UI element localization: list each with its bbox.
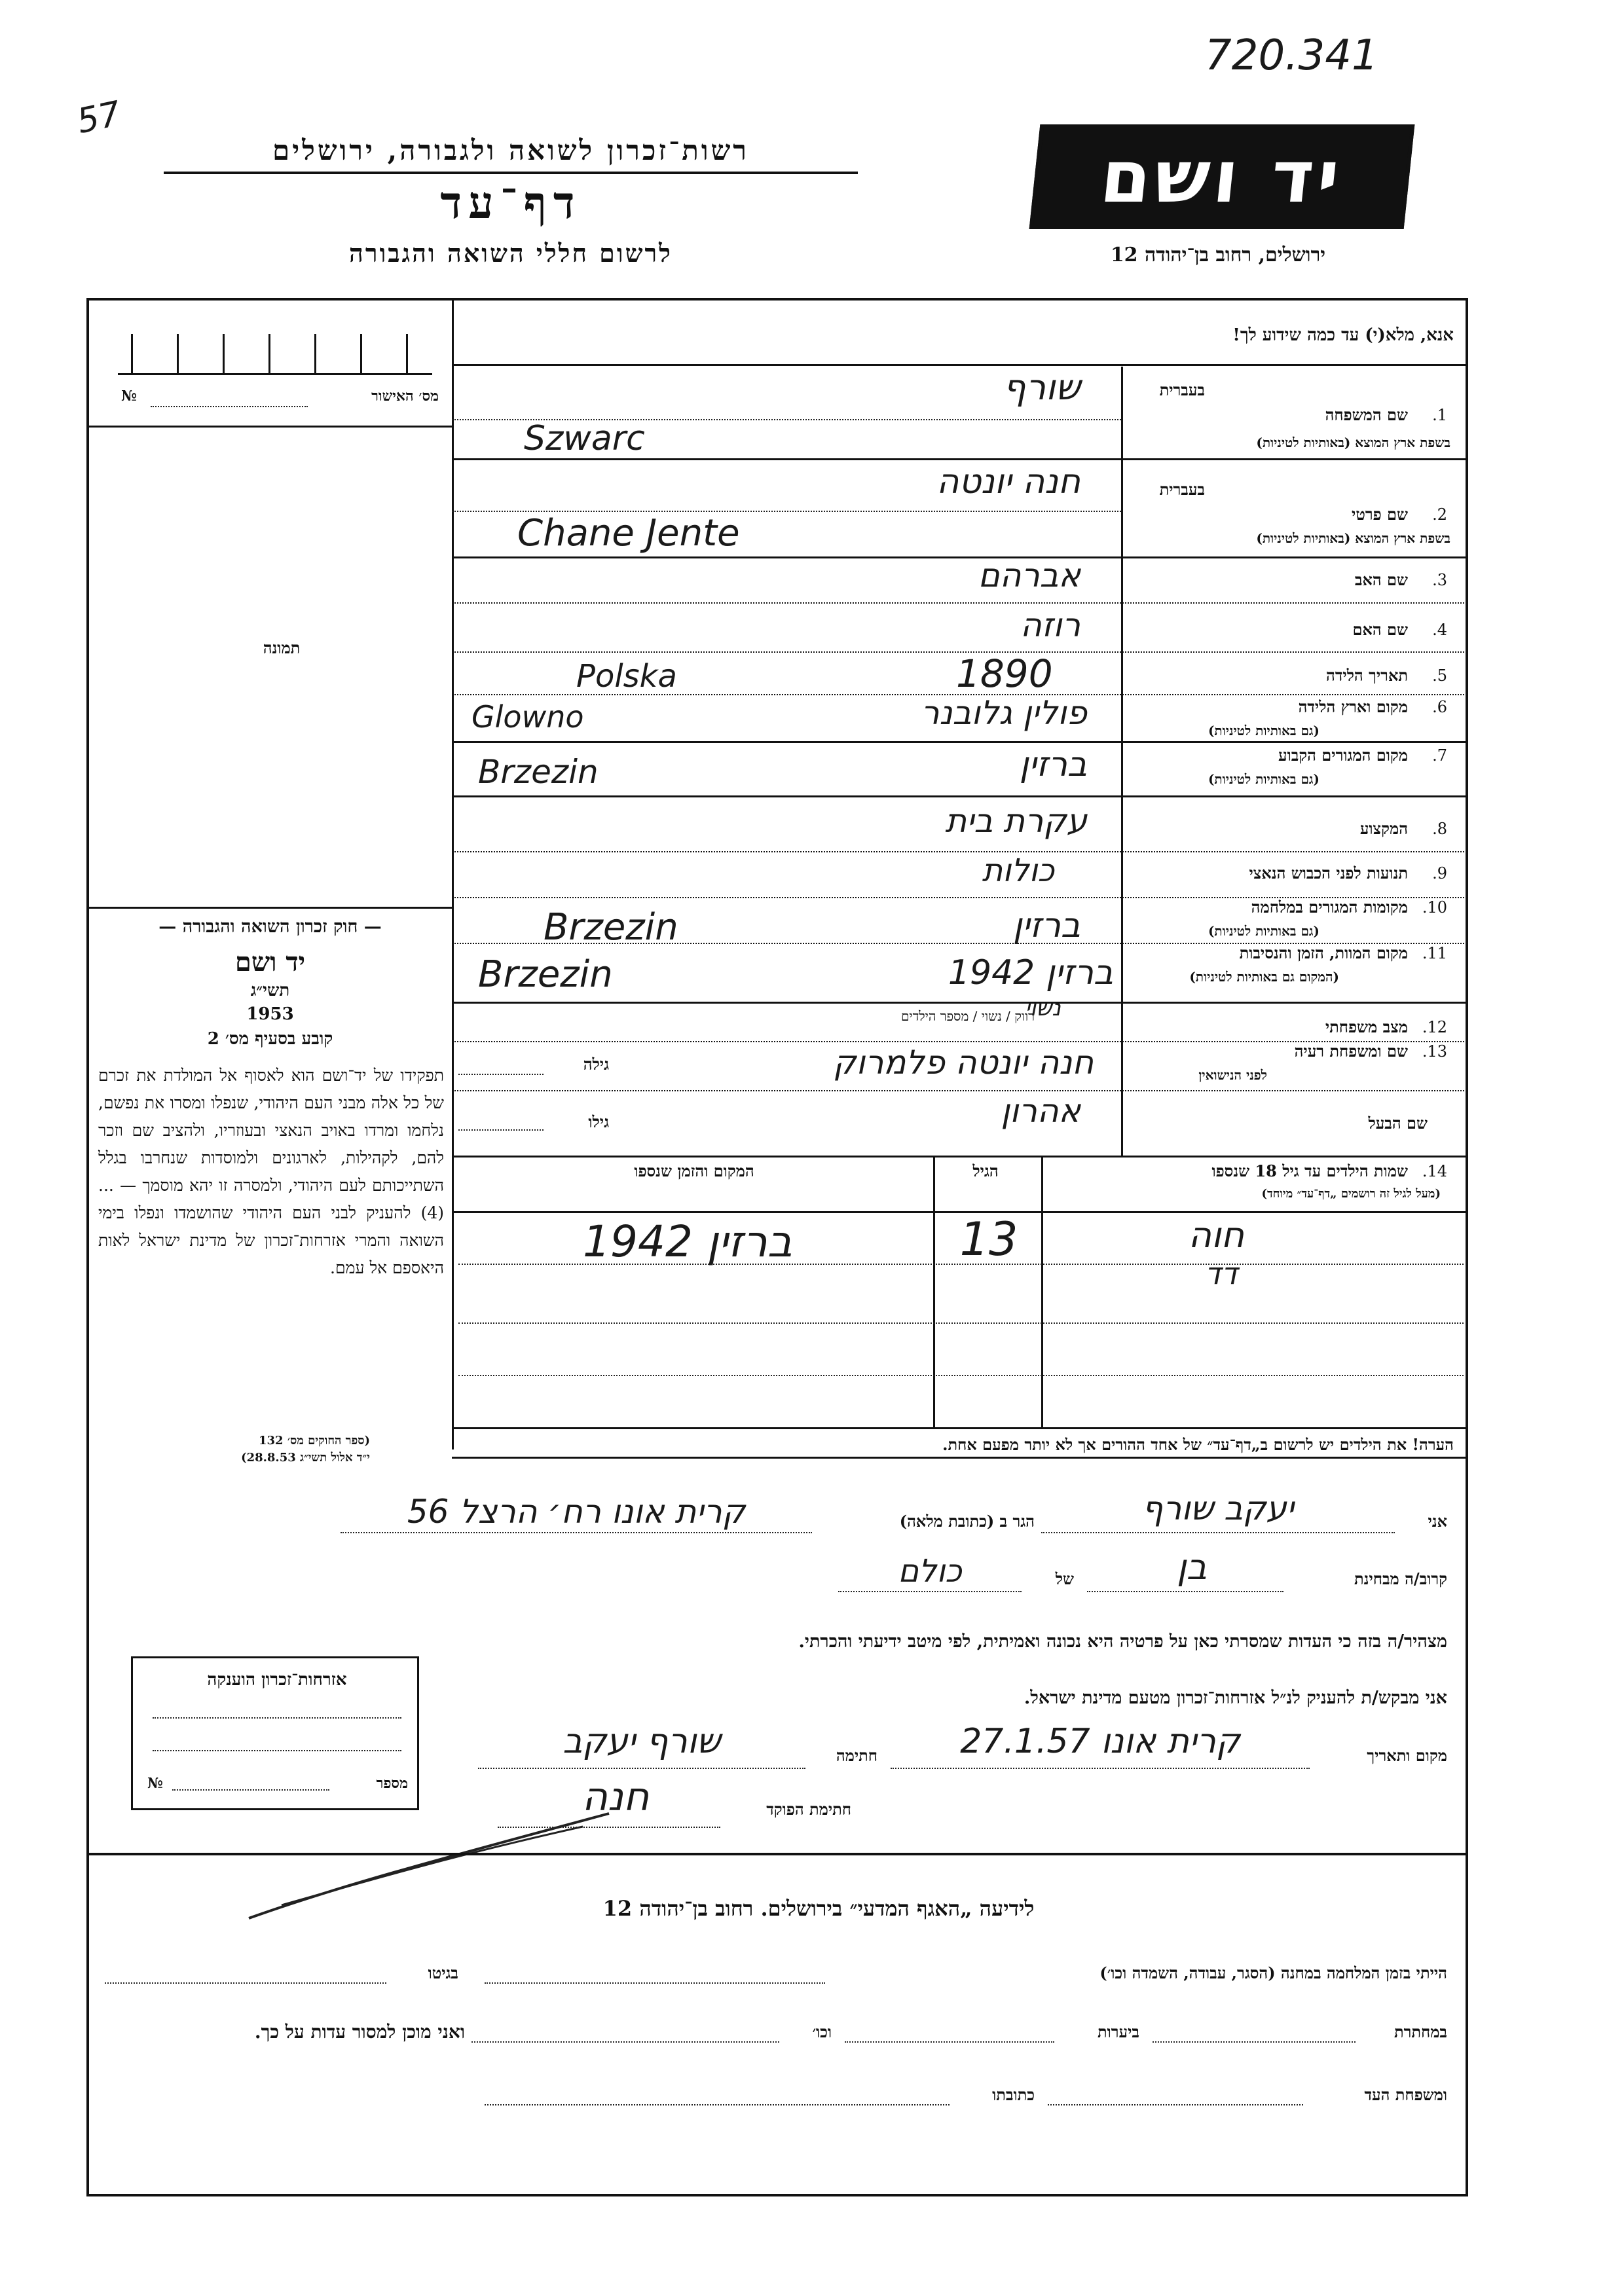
photo-label: תמונה bbox=[263, 638, 301, 657]
age-label-wife: גילה bbox=[583, 1055, 609, 1074]
law-name: יד ושם bbox=[234, 947, 306, 977]
husband-label: שם הבעל bbox=[1368, 1114, 1428, 1133]
children-col-age-left bbox=[933, 1156, 935, 1427]
field-1-bottom bbox=[452, 458, 1467, 460]
children-age-header: הגיל bbox=[972, 1161, 999, 1180]
bottom-witness-dots bbox=[1048, 2104, 1303, 2105]
field-8-number: 8. bbox=[1432, 820, 1447, 838]
bottom-ghetto-dots bbox=[105, 1982, 386, 1984]
law-clause: קובע בסעיף מס׳ 2 bbox=[207, 1029, 333, 1049]
field-3-value: אברהם bbox=[978, 556, 1080, 594]
field-11-sub: (המקום גם באותיות לטיניות) bbox=[1189, 969, 1339, 985]
intro-bottom-line bbox=[452, 364, 1467, 366]
children-row-line-1 bbox=[458, 1264, 1464, 1265]
husband-bottom bbox=[452, 1156, 1467, 1157]
field-4-number: 4. bbox=[1432, 621, 1447, 639]
authority-title: רשות־זכרון לשואה ולגבורה, ירושלים bbox=[272, 134, 749, 166]
bottom-title: לידיעה „האגף המדעי״ בירושלים. רחוב בן־יהודה 12 bbox=[602, 1896, 1035, 1921]
field-10-value-latin: Brzezin bbox=[544, 906, 678, 949]
field-12-number: 12. bbox=[1422, 1018, 1447, 1036]
field-11-label: מקום המוות, הזמן והנסיבות bbox=[1239, 943, 1408, 962]
decl-place-date: קרית אונו 27.1.57 bbox=[960, 1722, 1240, 1761]
children-row-line-3 bbox=[458, 1375, 1464, 1376]
field-12-value: נשוי bbox=[1025, 995, 1061, 1021]
note-bottom bbox=[452, 1457, 1467, 1459]
field-3-bottom bbox=[452, 602, 1467, 604]
child-1-name: חוה bbox=[1188, 1214, 1244, 1256]
law-year-he: תשי״ג bbox=[250, 981, 290, 1000]
field-13-label: שם ומשפחת רעיה bbox=[1294, 1042, 1408, 1061]
law-footer-1: (ספר החוקים מס׳ 132 bbox=[258, 1434, 370, 1448]
field-1-value-he: שורף bbox=[1003, 367, 1080, 408]
field-6-number: 6. bbox=[1432, 698, 1447, 716]
field-11-number: 11. bbox=[1422, 944, 1447, 962]
field-7-value-latin: Brzezin bbox=[478, 753, 599, 791]
field-3-label: שם האב bbox=[1354, 570, 1408, 589]
decl-signature-label: חתימה bbox=[836, 1746, 877, 1765]
field-8-value: עקרת בית bbox=[945, 802, 1087, 840]
decl-signature-line bbox=[478, 1768, 805, 1769]
corner-number: 57 bbox=[73, 94, 124, 142]
bottom-address-dots bbox=[485, 2104, 950, 2105]
field-6-value-he: פולין גלובנר bbox=[921, 694, 1087, 732]
bottom-address: כתובתו bbox=[992, 2085, 1035, 2104]
approval-bottom-line bbox=[88, 426, 452, 428]
field-6-bottom bbox=[452, 741, 1467, 743]
bottom-forests-dots bbox=[845, 2041, 1054, 2043]
field-13-sub: לפני הנישואין bbox=[1198, 1067, 1267, 1083]
children-sub: (מעל לגיל זה רושמים „דף־עד״ מיוחד) bbox=[1261, 1187, 1441, 1201]
form-title: דף־עד bbox=[440, 177, 581, 229]
header-underline bbox=[164, 172, 858, 174]
field-9-label: תנועות לפני הכבוש הנאצי bbox=[1249, 864, 1408, 883]
field-10-number: 10. bbox=[1422, 898, 1447, 917]
field-6-value-latin: Glowno bbox=[471, 699, 584, 735]
decl-of-label: של bbox=[1055, 1569, 1074, 1588]
decl-place-date-label: מקום ותאריך bbox=[1367, 1746, 1447, 1765]
bottom-partisans-dots bbox=[1153, 2041, 1356, 2043]
citizenship-title: אזרחות־זכרון הוענקה bbox=[207, 1670, 347, 1690]
yad-vashem-logo: יד ושם bbox=[1029, 124, 1415, 229]
field-6-label: מקום וארץ הלידה bbox=[1298, 697, 1408, 716]
bottom-ready: ואני מוכן למסור עדות על כך. bbox=[254, 2021, 465, 2043]
field-2-sub: בשפת ארץ המוצא (באותיות לטיניות) bbox=[1256, 530, 1450, 546]
field-2-value-he: חנה יונטה bbox=[936, 462, 1080, 501]
age-husband-line bbox=[458, 1129, 544, 1131]
field-1-value-latin: Szwarc bbox=[524, 419, 645, 458]
field-7-bottom bbox=[452, 795, 1467, 797]
citizenship-number-abbr: № bbox=[147, 1775, 163, 1792]
field-5-label: תאריך הלידה bbox=[1326, 666, 1408, 685]
law-footer-2: י״ד אלול תשי״ג 28.8.53) bbox=[241, 1451, 370, 1465]
decl-relation: בן bbox=[1177, 1546, 1207, 1588]
field-1-label: שם המשפחה bbox=[1325, 405, 1408, 424]
bottom-witness-name: ומשפחת העד bbox=[1364, 2085, 1447, 2104]
decl-relation-line bbox=[1087, 1591, 1283, 1592]
decl-i-label: אני bbox=[1428, 1512, 1447, 1531]
field-5-number: 5. bbox=[1432, 666, 1447, 685]
field-11-value-latin: Brzezin bbox=[478, 953, 613, 996]
field-1-number: 1. bbox=[1432, 406, 1447, 424]
decl-resides-label: הגר ב (כתובת מלאה) bbox=[899, 1512, 1035, 1531]
law-box-top-line bbox=[88, 907, 452, 909]
citizenship-box bbox=[131, 1656, 419, 1810]
field-8-label: המקצוע bbox=[1359, 819, 1408, 838]
children-table-bottom bbox=[452, 1427, 1467, 1429]
law-year: 1953 bbox=[246, 1004, 294, 1024]
field-2-number: 2. bbox=[1432, 505, 1447, 524]
decl-address: קרית אונו רח׳ הרצל 56 bbox=[407, 1493, 746, 1531]
intro-text: אנא, מלא(י) עד כמה שידוע לך! bbox=[1232, 325, 1454, 345]
citizenship-number-label: מספר bbox=[376, 1775, 408, 1792]
children-label: שמות הילדים עד גיל 18 שנספו bbox=[1211, 1161, 1408, 1180]
field-5-value: 1890 bbox=[956, 651, 1053, 696]
decl-declarant-line bbox=[1041, 1532, 1395, 1533]
file-number: 720.341 bbox=[1205, 31, 1378, 80]
field-4-value: רוזה bbox=[1020, 606, 1080, 644]
field-13-number: 13. bbox=[1422, 1042, 1447, 1061]
marital-options: רווק / נשוי / מספר הילדים bbox=[900, 1008, 1035, 1024]
label-column-divider bbox=[1121, 367, 1123, 1156]
decl-relative-label: קרוב/ה מבחינת bbox=[1354, 1569, 1447, 1588]
field-10-label: מקומות המגורים במלחמה bbox=[1251, 898, 1408, 917]
bottom-section-line bbox=[88, 1853, 1467, 1855]
decl-officer-signature: חנה bbox=[581, 1774, 650, 1820]
children-row-line-2 bbox=[458, 1322, 1464, 1324]
husband-value: אהרון bbox=[1001, 1092, 1080, 1130]
approval-label: מס׳ האישור bbox=[371, 388, 439, 405]
bottom-line1: הייתי בזמן המלחמה במחנה (הסגר, עבודה, השמדה וכו׳) bbox=[1099, 1963, 1447, 1982]
decl-declarant: יעקב שורף bbox=[1141, 1489, 1294, 1527]
children-number: 14. bbox=[1422, 1162, 1447, 1180]
field-6-sub: (גם באותיות לטיניות) bbox=[1208, 723, 1320, 738]
field-3-number: 3. bbox=[1432, 571, 1447, 589]
field-12-label: מצב משפחתי bbox=[1325, 1017, 1408, 1036]
bottom-partisans: במחתרת bbox=[1393, 2022, 1447, 2041]
children-place-header: המקום והזמן שנספו bbox=[634, 1161, 754, 1180]
bottom-ghetto: בגיטו bbox=[428, 1963, 458, 1982]
decl-statement: מצהיר/ה בזה כי העדות שמסרתי כאן על פרטיה היא נכונה ואמיתית, לפי מיטב ידיעתי והכרתי. bbox=[798, 1631, 1447, 1652]
field-5-country: Polska bbox=[576, 658, 677, 695]
child-1-place: ברזין 1942 bbox=[583, 1216, 792, 1267]
law-title: — חוק זכרון השואה והגבורה — bbox=[158, 917, 382, 937]
children-note: הערה! את הילדים יש לרשום ב„דף־עד״ של אחד ההורים אך לא יותר מפעם אחת. bbox=[942, 1435, 1454, 1454]
field-13-value: חנה יונטה פלמרוק bbox=[833, 1044, 1094, 1082]
left-panel-divider bbox=[452, 301, 454, 1449]
field-9-number: 9. bbox=[1432, 864, 1447, 883]
decl-address-line bbox=[341, 1532, 812, 1533]
field-4-label: שם האם bbox=[1352, 620, 1408, 639]
bottom-forests: ביערות bbox=[1097, 2022, 1139, 2041]
child-2-name: דד bbox=[1204, 1256, 1238, 1291]
decl-request: אני מבקש/ת להעניק לנ״ל אזרחות־זכרון מטעם מדינת ישראל. bbox=[1024, 1688, 1447, 1708]
field-1-sub: בשפת ארץ המוצא (באותיות לטיניות) bbox=[1256, 435, 1450, 450]
bottom-etc-dots bbox=[471, 2041, 779, 2043]
decl-of-line bbox=[838, 1591, 1022, 1592]
field-9-value: כולות bbox=[982, 852, 1054, 889]
field-2-hebrew-tag: בעברית bbox=[1159, 480, 1205, 499]
field-2-value-latin: Chane Jente bbox=[517, 512, 740, 555]
decl-of-value: כולם bbox=[898, 1553, 962, 1590]
age-wife-line bbox=[458, 1074, 544, 1075]
approval-number-abbr: № bbox=[121, 388, 137, 405]
decl-officer-label: חתימת הפוקד bbox=[766, 1800, 851, 1819]
field-10-sub: (גם באותיות לטיניות) bbox=[1208, 923, 1320, 939]
form-subtitle: לרשום חללי השואה והגבורה bbox=[349, 238, 673, 268]
field-7-sub: (גם באותיות לטיניות) bbox=[1208, 771, 1320, 787]
born-label-husband: גילו bbox=[588, 1112, 609, 1131]
field-11-value-he: ברזין 1942 bbox=[948, 953, 1113, 993]
field-13-bottom bbox=[452, 1090, 1467, 1091]
decl-place-date-line bbox=[891, 1768, 1310, 1769]
child-1-age: 13 bbox=[959, 1212, 1018, 1266]
field-2-label: שם פרטי bbox=[1352, 505, 1408, 524]
children-col-age-right bbox=[1041, 1156, 1043, 1427]
approval-box bbox=[118, 334, 432, 375]
field-1-hebrew-tag: בעברית bbox=[1159, 380, 1205, 399]
field-10-value-he: ברזין bbox=[1012, 906, 1080, 945]
field-7-number: 7. bbox=[1432, 746, 1447, 765]
bottom-line1-dots bbox=[485, 1982, 825, 1984]
field-7-value-he: ברזין bbox=[1019, 745, 1087, 784]
bottom-etc: וכו׳ bbox=[812, 2022, 832, 2041]
field-7-label: מקום המגורים הקבוע bbox=[1278, 746, 1408, 765]
law-body: תפקידו של יד־ושם הוא לאסוף אל המולדת את זכרם של כל אלה מבני העם היהודי, שנפלו ומסרו את נפשם, נלחמו ומרדו באויב הנאצי ובעוזריו, ולהציב שם וזכר להם, לקהילות, לארגונים ולמוסדות שנחרבו בגלל השתייכותם לעם היהודי, ולמסרה זו יהא מוסמך — ...(4) להעניק לבני העם היהודי שהושמדו ונפלו בימי השואה והמרי אזרחות־זכרון של מדינת ישראל לאות היאספם אל עמם. bbox=[98, 1066, 444, 1277]
approval-line bbox=[151, 406, 308, 407]
decl-signature: שורף יעקב bbox=[563, 1722, 721, 1761]
address-header: ירושלים, רחוב בן־יהודה 12 bbox=[1110, 244, 1326, 266]
